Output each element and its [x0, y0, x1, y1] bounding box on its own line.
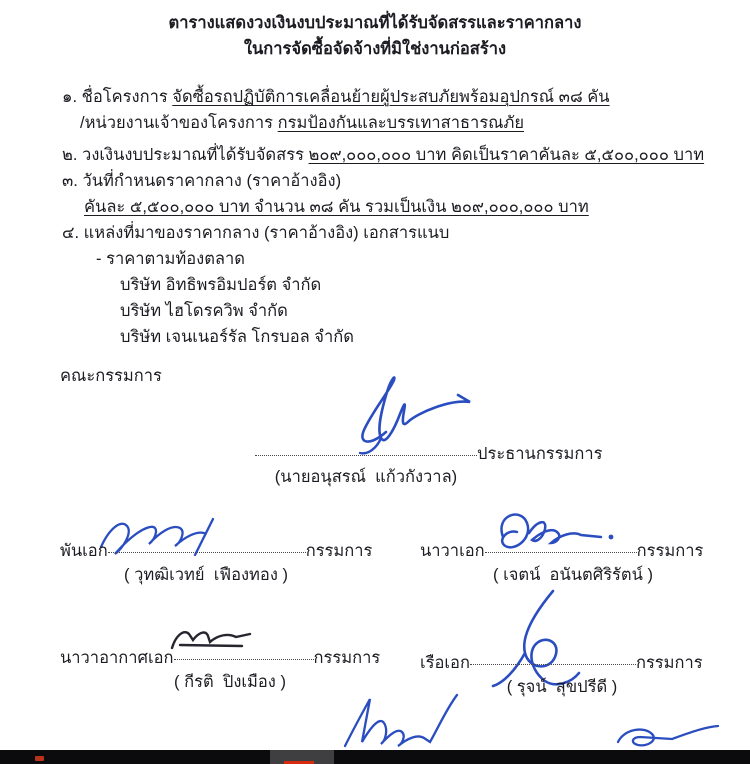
title-line-2: ในการจัดซื้อจัดจ้างที่มิใช่งานก่อสร้าง — [243, 40, 507, 58]
signature-partial-right — [608, 724, 726, 752]
bottom-bar-red-dot — [35, 756, 44, 761]
committee-heading: คณะกรรมการ — [60, 367, 162, 385]
chairman-name: (นายอนุสรณ์ แก้วกังวาล) — [274, 468, 458, 486]
company-name: บริษัท อิทธิพรอิมปอร์ต จำกัด — [120, 276, 322, 294]
item-4-line — [62, 220, 712, 246]
bottom-black-bar — [0, 750, 750, 764]
member-3-rank: นาวาอากาศเอก — [60, 649, 174, 667]
company-name: บริษัท เจนเนอร์รัล โกรบอล จำกัด — [120, 328, 354, 346]
signature-dotted-line — [108, 552, 306, 553]
member-4-signature-line — [420, 650, 703, 676]
document-title — [0, 10, 750, 62]
member-2-role: กรรมการ — [636, 542, 704, 560]
item-1-line-1 — [62, 84, 712, 110]
item-4-number: ๔. — [62, 224, 80, 242]
member-4-name: ( รุจน์ สุขปรีดี ) — [506, 678, 618, 696]
item-1-label: ชื่อโครงการ — [77, 88, 173, 106]
signature-partial-left — [335, 694, 540, 752]
item-1-line2-value: กรมป้องกันและบรรเทาสาธารณภัย — [277, 114, 525, 132]
title-line-1: ตารางแสดงวงเงินงบประมาณที่ได้รับจัดสรรและราคากลาง — [168, 14, 582, 32]
item-4-label: แหล่งที่มาของราคากลาง (ราคาอ้างอิง) เอกสารแนบ — [79, 224, 450, 242]
item-1-line-2 — [62, 110, 712, 136]
member-3-name: ( กีรติ ปิงเมือง ) — [174, 673, 286, 691]
member-1-role: กรรมการ — [305, 542, 373, 560]
item-3-detail — [62, 194, 712, 220]
chairman-role-label: ประธานกรรมการ — [477, 445, 603, 463]
member-3-role: กรรมการ — [313, 649, 381, 667]
member-4-role: กรรมการ — [635, 654, 703, 672]
signature-dotted-line — [470, 664, 636, 665]
bottom-bar-red-progress — [284, 761, 314, 764]
member-2-signature-line — [420, 538, 703, 564]
member-2-name: ( เจตน์ อนันตศิริรัตน์ ) — [492, 566, 653, 584]
item-1-line2-label: /หน่วยงานเจ้าของโครงการ — [80, 114, 278, 132]
member-2-rank: นาวาเอก — [420, 542, 485, 560]
item-4-sub: - ราคาตามท้องตลาด — [96, 250, 246, 268]
signature-dotted-line — [255, 455, 477, 456]
item-3-detail-value: คันละ ๕,๕๐๐,๐๐๐ บาท จำนวน ๓๘ คัน รวมเป็นเงิน ๒๐๙,๐๐๐,๐๐๐ บาท — [84, 198, 589, 216]
item-3-label: วันที่กำหนดราคากลาง (ราคาอ้างอิง) — [77, 172, 342, 190]
member-1-rank: พันเอก — [60, 542, 108, 560]
member-1-signature-line — [60, 538, 372, 564]
item-3-line — [62, 168, 712, 194]
member-1-name: ( วุทฒิเวทย์ เฟืองทอง ) — [124, 566, 288, 584]
company-name: บริษัท ไฮโดรควิพ จำกัด — [120, 302, 288, 320]
signature-dotted-line — [485, 552, 637, 553]
item-1-number: ๑. — [62, 88, 78, 106]
item-1-value: จัดซื้อรถปฏิบัติการเคลื่อนย้ายผู้ประสบภัยพร้อมอุปกรณ์ ๓๘ คัน — [172, 88, 610, 106]
item-3-number: ๓. — [62, 172, 78, 190]
item-2-label: วงเงินงบประมาณที่ได้รับจัดสรร — [77, 146, 309, 164]
item-2-line — [62, 142, 712, 168]
member-4-rank: เรือเอก — [420, 654, 470, 672]
item-2-value: ๒๐๙,๐๐๐,๐๐๐ บาท คิดเป็นราคาคันละ ๕,๕๐๐,๐๐๐ บาท — [308, 146, 705, 164]
document-body — [62, 84, 712, 350]
member-3-signature-line — [60, 645, 380, 671]
signature-dotted-line — [174, 659, 314, 660]
item-2-number: ๒. — [62, 146, 78, 164]
